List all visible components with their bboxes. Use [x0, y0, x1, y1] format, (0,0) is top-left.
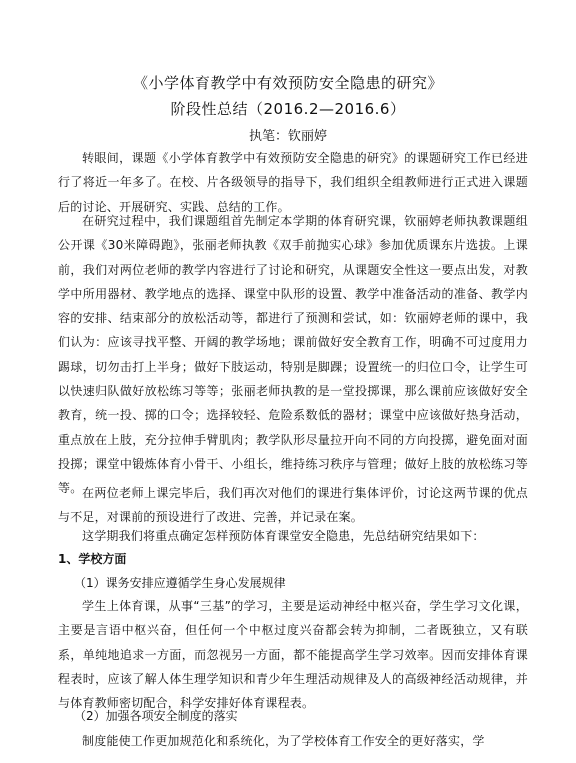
paragraph-evaluation: 在两位老师上课完毕后，我们再次对他们的课进行集体评价，讨论这两节课的优点与不足，对课前的预设进行了改进、完善，并记录在案。 [58, 486, 528, 525]
paragraph-summary-lead: 这学期我们将重点确定怎样预防体育课堂安全隐患，先总结研究结果如下： [82, 529, 485, 543]
paragraph-research-process: 在研究过程中，我们课题组首先制定本学期的体育研究课，钦丽婷老师执教课题组公开课《30米障碍跑》，张丽老师执教《双手前抛实心球》参加优质课东片选拔。上课前，我们对两位老师的教学内容进行了讨论和研究，从课题安全性这一要点出发，对教学中所用器材、教学地点的选择、课堂中队形的设置、教学中准备活动的准备、教学内容的安排、结束部分的放松活动等，都进行了预测和尝试，如：钦丽婷老师的课中，我们认为：应该寻找平整、开阔的教学场地；课前做好安全教育工作，明确不可过度用力踢球，切勿击打上半身；做好下肢运动，特别是脚踝；设置统一的归位口令，让学生可以快速归队做好放松练习等等；张丽老师执教的是一堂投掷课，那么课前应该做好安全教育，统一投、掷的口令；选择较轻、危险系数低的器材；课堂中应该做好热身活动，重点放在上肢，充分拉伸手臂肌肉；教学队形尽量拉开向不同的方向投掷，避免面对面投掷；课堂中锻炼体育小骨干、小组长，维持练习秩序与管理；做好上肢的放松练习等等。 [58, 214, 528, 496]
author-line: 执笔：钦丽婷 [248, 129, 327, 144]
subsection-body-1: 学生上体育课，从事“三基”的学习，主要是运动神经中枢兴奋，学生学习文化课，主要是言语中枢兴奋，但任何一个中枢过度兴奋都会转为抑制，二者既独立，又有联系，单纯地追求一方面，而忽视另一方面，都不能提高学生学习效率。因而安排体育课程表时，应该了解人体生理学知识和青少年生理活动规律及人的高级神经活动规律，并与体育教师密切配合，科学安排好体育课程表。 [58, 599, 528, 711]
subsection-body-2: 制度能使工作更加规范化和系统化，为了学校体育工作安全的更好落实，学 [82, 734, 485, 748]
section-heading-school: 1、学校方面 [58, 552, 127, 566]
paragraph-intro: 转眼间，课题《小学体育教学中有效预防安全隐患的研究》的课题研究工作已经进行了将近一年多了。在校、片各级领导的指导下，我们组织全组教师进行正式进入课题后的讨论、开展研究、实践、总结的工作。 [58, 151, 528, 214]
document-subtitle: 阶段性总结（2016.2—2016.6） [170, 100, 406, 118]
subsection-heading-1: （1）课务安排应遵循学生身心发展规律 [74, 576, 286, 590]
document-title: 《小学体育教学中有效预防安全隐患的研究》 [132, 74, 443, 92]
subsection-heading-2: （2）加强各项安全制度的落实 [74, 709, 238, 723]
